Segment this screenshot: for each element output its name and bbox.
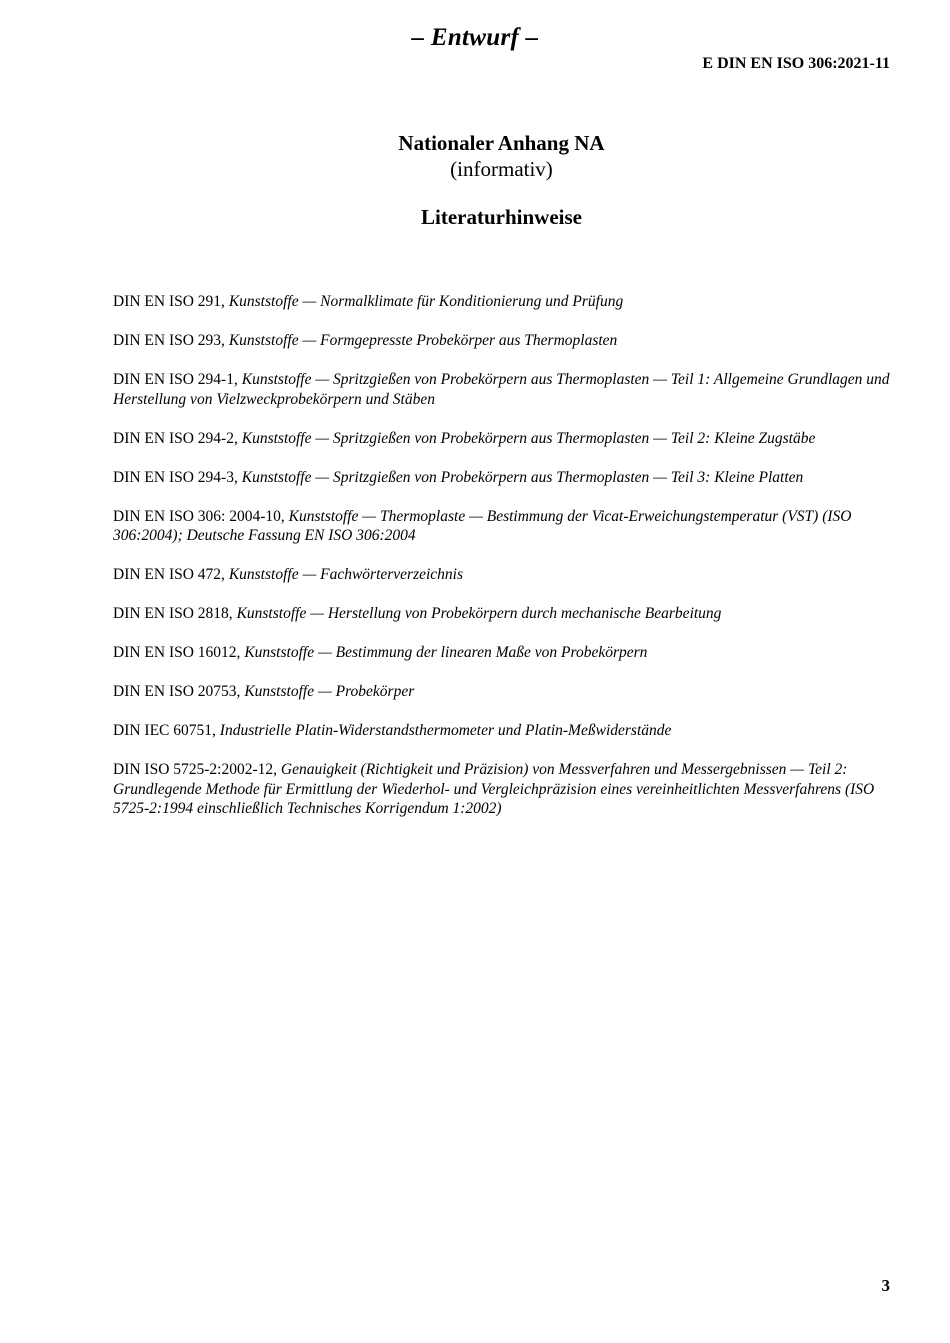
- reference-number: DIN EN ISO 294-1,: [113, 371, 242, 388]
- reference-title: Kunststoffe — Herstellung von Probekörpern durch mechanische Bearbeitung: [236, 605, 722, 622]
- reference-title: Kunststoffe — Probekörper: [244, 683, 415, 700]
- reference-item: [113, 721, 898, 741]
- reference-number: DIN EN ISO 2818,: [113, 605, 237, 622]
- page-number: 3: [881, 1276, 890, 1295]
- reference-number: DIN EN ISO 293,: [113, 332, 229, 349]
- reference-item: [113, 331, 898, 351]
- reference-title: Kunststoffe — Formgepresste Probekörper aus Thermoplasten: [228, 332, 618, 349]
- reference-number: DIN EN ISO 291,: [113, 293, 229, 310]
- reference-item: [113, 507, 898, 546]
- reference-list: [113, 292, 898, 838]
- section-title: Literaturhinweise: [421, 205, 582, 229]
- document-identifier: E DIN EN ISO 306:2021-11: [702, 55, 890, 72]
- reference-title: Kunststoffe — Spritzgießen von Probekörpern aus Thermoplasten — Teil 2: Kleine Zugstäbe: [241, 429, 816, 447]
- reference-number: DIN EN ISO 16012,: [113, 644, 245, 661]
- reference-title: Kunststoffe — Normalklimate für Konditionierung und Prüfung: [228, 293, 624, 310]
- reference-item: [113, 468, 898, 488]
- reference-number: DIN EN ISO 472,: [113, 566, 229, 583]
- reference-number: DIN IEC 60751,: [113, 722, 220, 739]
- draft-watermark-label: – Entwurf –: [411, 24, 539, 51]
- reference-item: [113, 565, 898, 585]
- reference-item: [113, 682, 898, 702]
- reference-number: DIN EN ISO 294-2,: [113, 429, 242, 447]
- annex-title: Nationaler Anhang NA: [398, 131, 605, 155]
- reference-number: DIN EN ISO 306: 2004-10,: [113, 507, 289, 525]
- reference-number: DIN EN ISO 294-3,: [113, 468, 242, 486]
- annex-subtitle: (informativ): [450, 157, 553, 181]
- reference-item: [113, 604, 898, 624]
- reference-title: Industrielle Platin-Widerstandsthermometer und Platin-Meßwiderstände: [219, 722, 672, 739]
- reference-title: Kunststoffe — Spritzgießen von Probekörpern aus Thermoplasten — Teil 3: Kleine Platten: [241, 468, 804, 486]
- reference-title: Kunststoffe — Bestimmung der linearen Maße von Probekörpern: [244, 644, 648, 661]
- reference-number: DIN ISO 5725-2:2002-12,: [113, 761, 281, 778]
- reference-title: Genauigkeit (Richtigkeit und Präzision) von Messverfahren und Messergebnissen — Teil 2: Grundlegende Methode für Ermittlung der Wiederhol- und Vergleichpräzision eines vereinheitlichten Messverfahrens (ISO 5725-2:1994 einschließlich Technisches Korrigendum 1:2002): [113, 761, 875, 817]
- reference-item: [113, 292, 898, 312]
- reference-number: DIN EN ISO 20753,: [113, 683, 245, 700]
- reference-item: [113, 429, 898, 449]
- reference-title: Kunststoffe — Thermoplaste — Bestimmung der Vicat-Erweichungstemperatur (VST) (ISO 306:2004); Deutsche Fassung EN ISO 306:2004: [113, 507, 852, 544]
- reference-item: [113, 370, 898, 409]
- reference-item: [113, 643, 898, 663]
- reference-title: Kunststoffe — Spritzgießen von Probekörpern aus Thermoplasten — Teil 1: Allgemeine Grundlagen und Herstellung von Vielzweckprobekörpern und Stäben: [113, 371, 890, 408]
- reference-item: [113, 760, 898, 819]
- reference-title: Kunststoffe — Fachwörterverzeichnis: [228, 566, 464, 583]
